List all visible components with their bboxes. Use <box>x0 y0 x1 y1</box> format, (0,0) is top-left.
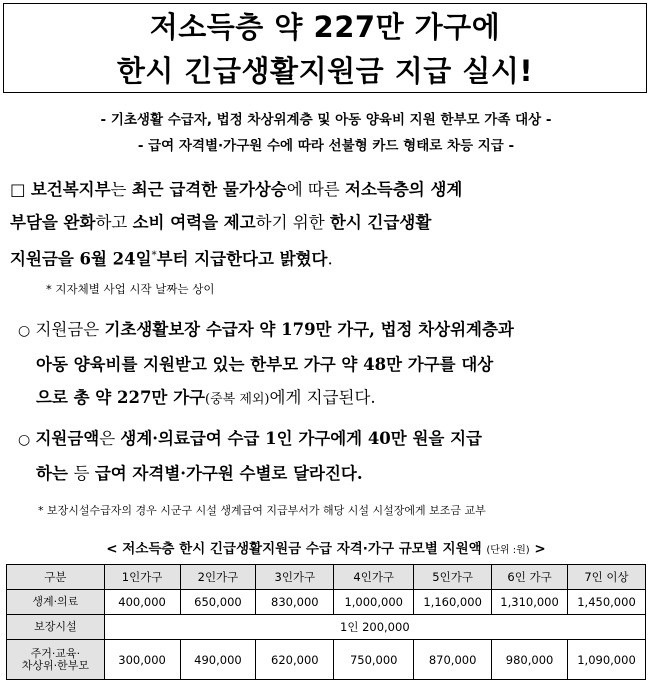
footnote-marker: * <box>151 250 157 261</box>
table-header: 3인가구 <box>256 565 334 590</box>
table-title <box>0 537 652 557</box>
table-row <box>7 640 646 680</box>
table-cell: 620,000 <box>256 640 334 680</box>
table-cell: 400,000 <box>104 590 180 615</box>
table-cell: 1,160,000 <box>414 590 492 615</box>
table-cell: 870,000 <box>414 640 492 680</box>
footnote-1: * 지자체별 사업 시작 날짜는 상이 <box>46 282 215 296</box>
text: 에 따른 <box>286 180 345 199</box>
footnote-2: * 보장시설수급자의 경우 시군구 시설 생계급여 지급부서가 해당 시설 시설장에게 보조금 교부 <box>38 504 486 517</box>
table-cell: 750,000 <box>334 640 414 680</box>
table-cell-merged: 1인 200,000 <box>104 615 645 640</box>
row-label-line-1: 주거·교육· <box>30 646 81 660</box>
table-cell: 1,000,000 <box>334 590 414 615</box>
para3-line2 <box>18 457 652 490</box>
text: 지원금을 6월 24일 <box>10 249 152 269</box>
para1-line2 <box>10 206 646 239</box>
table-title-text: < 저소득층 한시 긴급생활지원금 수급 자격·가구 규모별 지원액 <box>106 541 482 557</box>
para1-line1 <box>10 173 646 206</box>
text: 부터 지급한다고 밝혔다 <box>156 249 328 269</box>
text: 최근 급격한 물가상승 <box>131 180 287 199</box>
row-label <box>7 640 105 680</box>
row-label: 생계·의료 <box>7 590 105 615</box>
text: 부담을 완화 <box>10 213 96 232</box>
square-bullet: □ <box>10 180 26 199</box>
circle-bullet: ○ <box>18 323 31 339</box>
table-row <box>7 615 646 640</box>
para1-line3 <box>10 239 646 276</box>
headline-line-1: 저소득층 약 227만 가구에 <box>149 10 501 44</box>
text: 지원금은 <box>35 320 105 339</box>
paragraph-1 <box>10 173 646 276</box>
text: 하기 위한 <box>255 213 330 232</box>
table-unit: (단위 :원) <box>486 545 530 556</box>
table-header: 6인 가구 <box>492 565 568 590</box>
table-cell: 830,000 <box>256 590 334 615</box>
text: 한시 긴급생활 <box>329 213 432 232</box>
text: 생계·의료급여 수급 1인 가구에게 40만 원을 지급 <box>120 429 482 448</box>
text: (중복 제외) <box>205 392 270 407</box>
text: 등 <box>73 464 95 483</box>
text: 지원금액 <box>35 429 100 448</box>
para2-line2: 아동 양육비를 지원받고 있는 한부모 가구 약 48만 가구를 대상 <box>36 355 494 374</box>
para2-line3 <box>18 381 652 416</box>
text: 으로 총 약 227만 가구 <box>36 388 205 407</box>
table-cell: 1,090,000 <box>568 640 646 680</box>
para2-line1 <box>18 313 652 348</box>
text: 급여 자격별·가구원 수별로 달라진다. <box>94 464 363 483</box>
headline-line-2: 한시 긴급생활지원금 지급 실시! <box>116 54 534 88</box>
table-header: 구분 <box>7 565 105 590</box>
title-box <box>3 3 647 93</box>
text: 은 <box>99 429 121 448</box>
paragraph-2 <box>18 313 652 416</box>
subtitle-1: - 기초생활 수급자, 법정 차상위계층 및 아동 양육비 지원 한부모 가족 대상 - <box>100 112 552 128</box>
text: 기초생활보장 수급자 약 179만 가구, 법정 차상위계층과 <box>104 320 514 339</box>
table-title-end: > <box>534 541 546 557</box>
text: 소비 여력을 제고 <box>132 213 256 232</box>
table-header: 7인 이상 <box>568 565 646 590</box>
text: 보건복지부 <box>30 180 111 199</box>
table-header: 4인가구 <box>334 565 414 590</box>
table-row <box>7 590 646 615</box>
text: 하는 <box>36 464 74 483</box>
row-label: 보장시설 <box>7 615 105 640</box>
table-cell: 1,450,000 <box>568 590 646 615</box>
table-header: 1인가구 <box>104 565 180 590</box>
table-cell: 980,000 <box>492 640 568 680</box>
table-cell: 300,000 <box>104 640 180 680</box>
table-cell: 490,000 <box>180 640 256 680</box>
table-header: 5인가구 <box>414 565 492 590</box>
circle-bullet: ○ <box>18 432 31 448</box>
table-header-row <box>7 565 646 590</box>
text: 에게 지급된다. <box>269 388 376 407</box>
text: . <box>327 249 333 269</box>
para3-line1 <box>18 422 652 457</box>
text: 는 <box>110 180 132 199</box>
table-header: 2인가구 <box>180 565 256 590</box>
row-label-line-2: 차상위·한부모 <box>21 658 89 672</box>
table-cell: 1,310,000 <box>492 590 568 615</box>
support-amount-table <box>6 564 646 680</box>
subtitle-2: - 급여 자격별·가구원 수에 따라 선불형 카드 형태로 차등 지급 - <box>137 138 515 154</box>
text: 저소득층의 생계 <box>345 180 463 199</box>
table-cell: 650,000 <box>180 590 256 615</box>
paragraph-3 <box>18 422 652 490</box>
text: 하고 <box>95 213 133 232</box>
